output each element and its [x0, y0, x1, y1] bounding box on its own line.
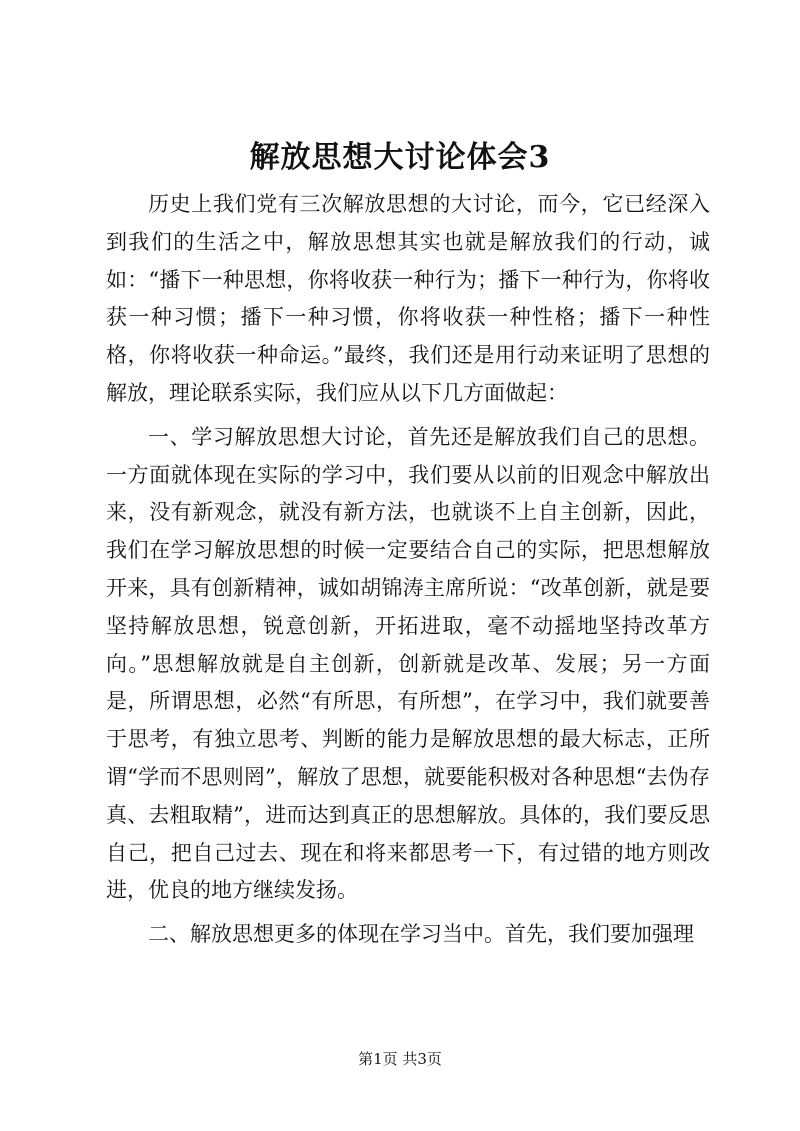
document-body — [106, 186, 710, 960]
paragraph-intro: 历史上我们党有三次解放思想的大讨论，而今，它已经深入到我们的生活之中，解放思想其实也就是解放我们的行动，诚如：“播下一种思想，你将收获一种行为；播下一种行为，你将收获一种习惯；播下一种习惯，你将收获一种性格；播下一种性格，你将收获一种命运。”最终，我们还是用行动来证明了思想的解放，理论联系实际，我们应从以下几方面做起： — [106, 192, 710, 405]
document-title: 解放思想大讨论体会3 — [249, 140, 551, 175]
page-footer: 第1页 共3页 — [358, 1050, 442, 1068]
paragraph-point-two: 二、解放思想更多的体现在学习当中。首先，我们要加强理 — [148, 922, 694, 947]
paragraph-point-one: 一、学习解放思想大讨论，首先还是解放我们自己的思想。一方面就体现在实际的学习中，我们要从以前的旧观念中解放出来，没有新观念，就没有新方法，也就谈不上自主创新，因此，我们在学习解放思想的时候一定要结合自己的实际，把思想解放开来，具有创新精神，诚如胡锦涛主席所说：“改革创新，就是要坚持解放思想，锐意创新，开拓进取，毫不动摇地坚持改革方向。”思想解放就是自主创新，创新就是改革、发展；另一方面是，所谓思想，必然“有所思，有所想”，在学习中，我们就要善于思考，有独立思考、判断的能力是解放思想的最大标志，正所谓“学而不思则罔”，解放了思想，就要能积极对各种思想“去伪存真、去粗取精”，进而达到真正的思想解放。具体的，我们要反思自己，把自己过去、现在和将来都思考一下，有过错的地方则改进，优良的地方继续发扬。 — [106, 424, 710, 903]
